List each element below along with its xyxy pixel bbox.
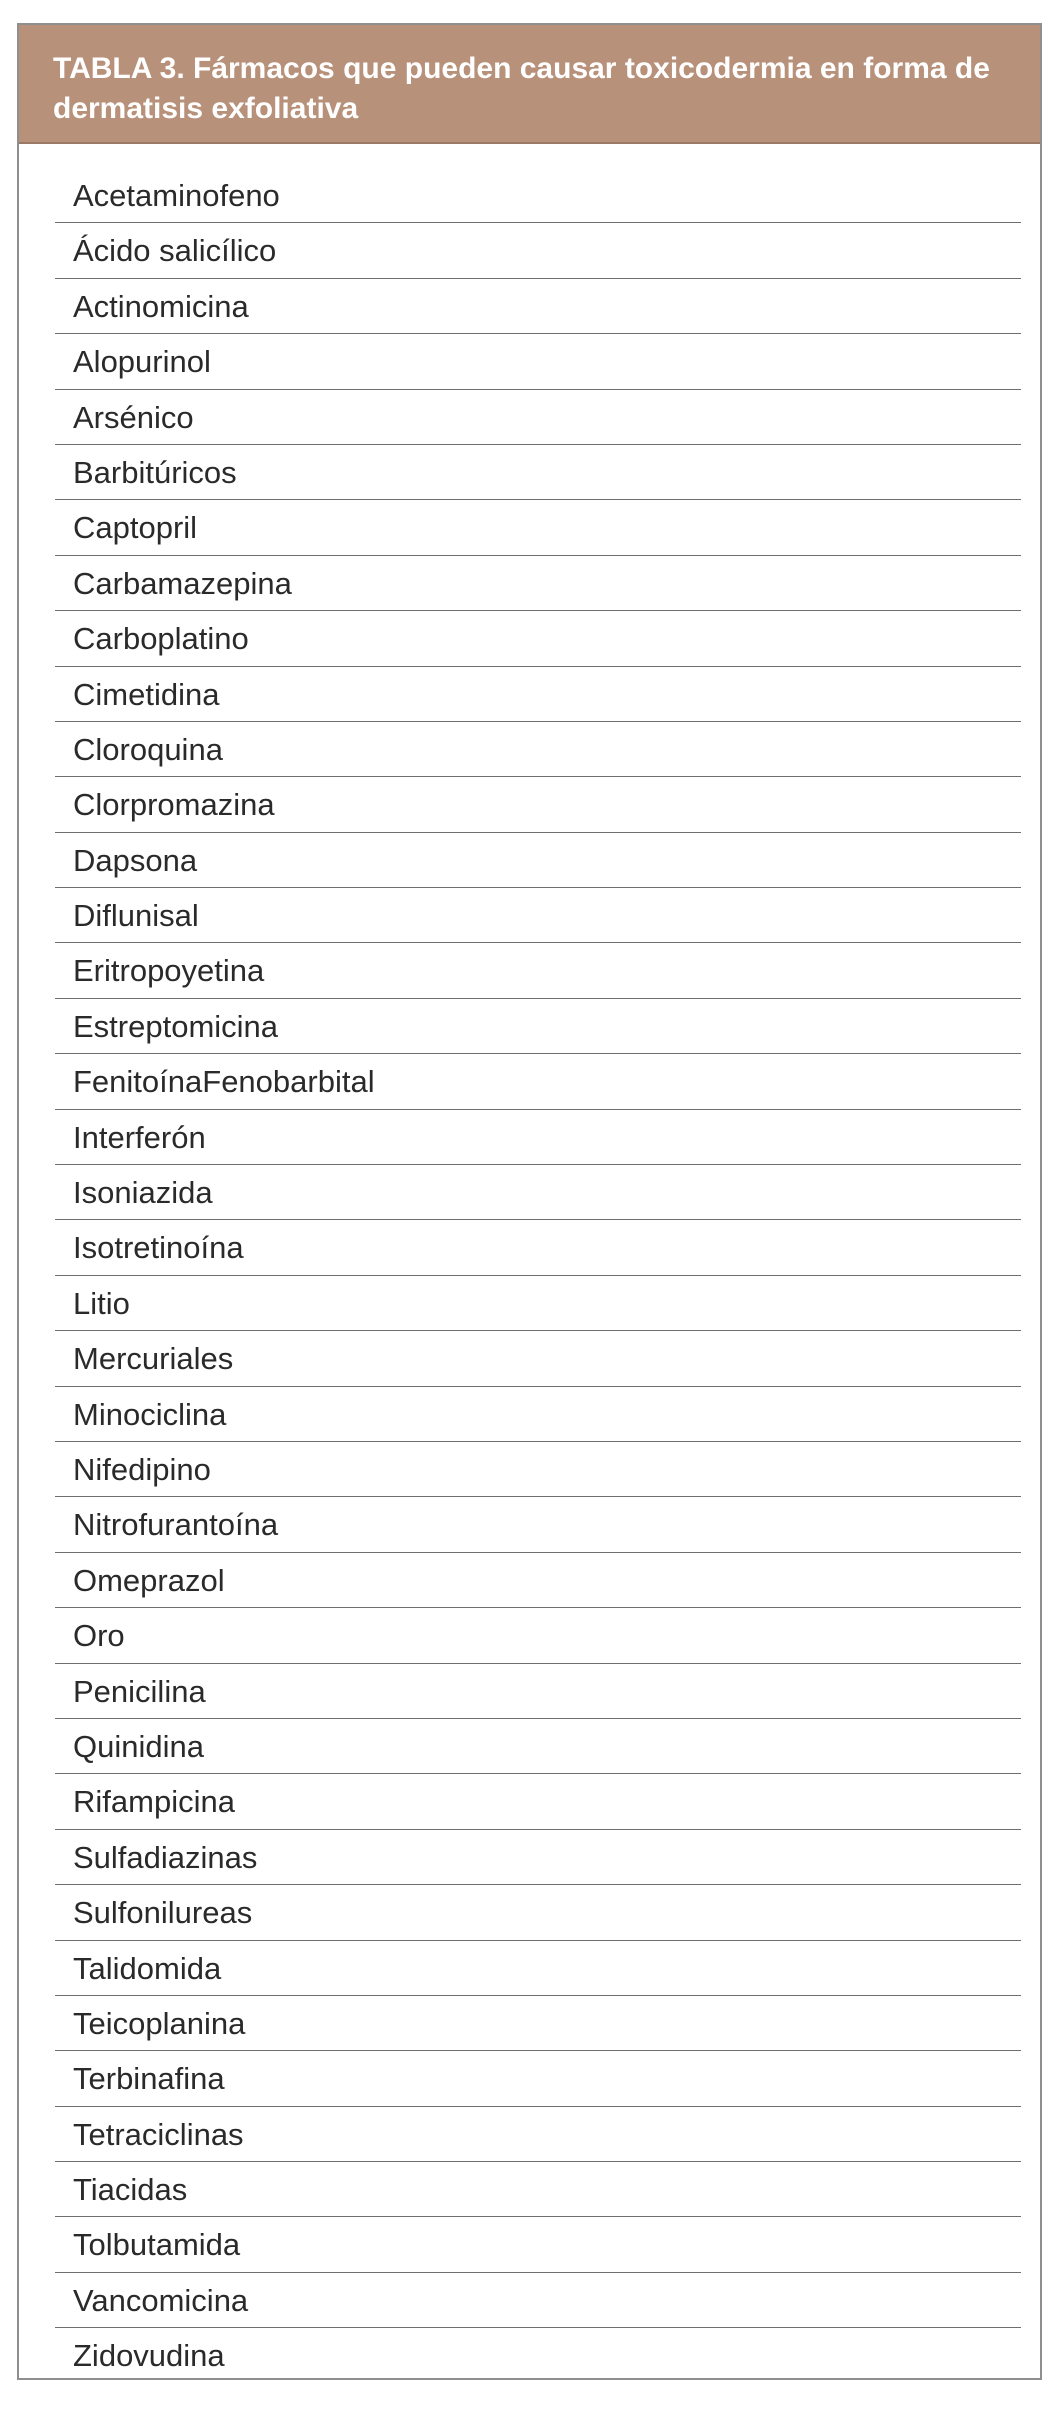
drug-list-item: Talidomida: [55, 1941, 1021, 1996]
drug-list-item: Actinomicina: [55, 279, 1021, 334]
drug-list-item: Arsénico: [55, 390, 1021, 445]
drug-list-item: Oro: [55, 1608, 1021, 1663]
table-title: TABLA 3. Fármacos que pueden causar toxicodermia en forma de dermatisis exfoliativa: [53, 52, 990, 125]
drug-list-item: Zidovudina: [73, 2338, 225, 2374]
drug-list-item: Carbamazepina: [55, 556, 1021, 611]
drug-list-item: Dapsona: [55, 833, 1021, 888]
drug-list-item: Sulfonilureas: [55, 1885, 1021, 1940]
drug-list-item: Cimetidina: [55, 667, 1021, 722]
drug-table: [17, 23, 1042, 2380]
drug-list-item: Quinidina: [55, 1719, 1021, 1774]
drug-list-item: Cloroquina: [55, 722, 1021, 777]
drug-list-item: Barbitúricos: [55, 445, 1021, 500]
drug-list-item: Nifedipino: [55, 1442, 1021, 1497]
drug-list-item: Tolbutamida: [55, 2217, 1021, 2272]
drug-list-item: FenitoínaFenobarbital: [55, 1054, 1021, 1109]
drug-list-item: Acetaminofeno: [55, 168, 1021, 223]
drug-list-item: Alopurinol: [55, 334, 1021, 389]
drug-list: [55, 168, 1021, 2384]
drug-list-item: Sulfadiazinas: [55, 1830, 1021, 1885]
drug-list-item: Eritropoyetina: [55, 943, 1021, 998]
drug-list-item: Isotretinoína: [55, 1220, 1021, 1275]
drug-list-item: Estreptomicina: [55, 999, 1021, 1054]
drug-list-item: Vancomicina: [55, 2273, 1021, 2328]
drug-list-item: Diflunisal: [55, 888, 1021, 943]
drug-list-item: Mercuriales: [55, 1331, 1021, 1386]
drug-list-item: Nitrofurantoína: [55, 1497, 1021, 1552]
drug-list-item: Clorpromazina: [55, 777, 1021, 832]
drug-list-item: Penicilina: [55, 1664, 1021, 1719]
drug-list-item: Isoniazida: [55, 1165, 1021, 1220]
drug-list-item: Rifampicina: [55, 1774, 1021, 1829]
drug-list-item: Carboplatino: [55, 611, 1021, 666]
drug-list-item: Teicoplanina: [55, 1996, 1021, 2051]
table-header: [19, 25, 1040, 144]
drug-list-item: Terbinafina: [55, 2051, 1021, 2106]
drug-list-item: Tetraciclinas: [55, 2107, 1021, 2162]
drug-list-item: Tiacidas: [55, 2162, 1021, 2217]
drug-list-item: Ácido salicílico: [55, 223, 1021, 278]
drug-list-item: Litio: [55, 1276, 1021, 1331]
drug-list-item: Minociclina: [55, 1387, 1021, 1442]
drug-list-item: Omeprazol: [55, 1553, 1021, 1608]
drug-list-item: Interferón: [55, 1110, 1021, 1165]
drug-list-item: Captopril: [55, 500, 1021, 555]
